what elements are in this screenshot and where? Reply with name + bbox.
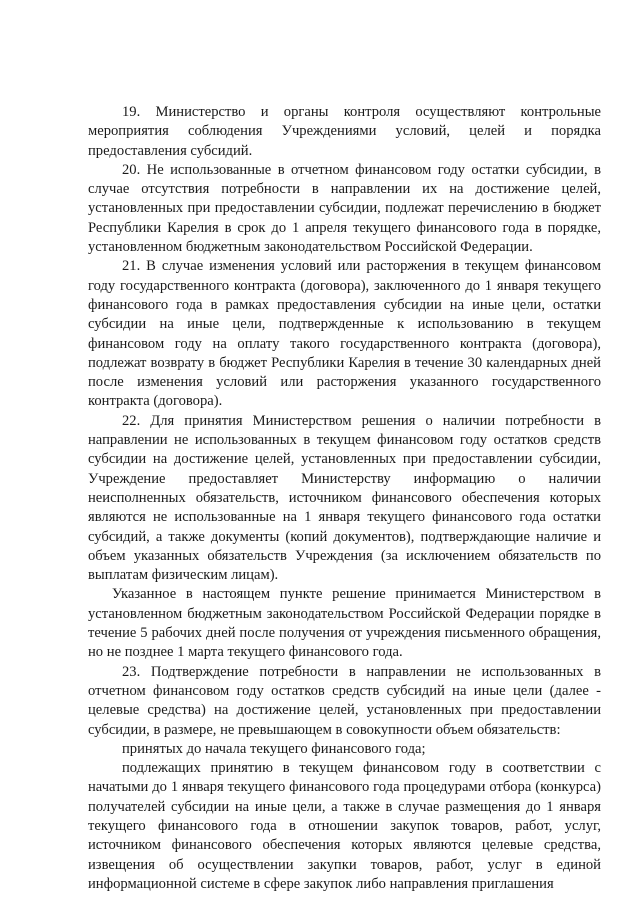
paragraph-22: 22. Для принятия Министерством решения о наличии потребности в направлении не использованных в текущем финансовом году остатков средств субсидии на достижение целей, установленных при предоставлении субсидии, Учреждение предоставляет Министерству информацию о наличии неисполненных обязательств, источником финансового обеспечения которых являются не использованные на 1 января текущего финансового года остатки субсидий, а также документы (копий документов), подтверждающие наличие и объем указанных обязательств Учреждения (за исключением обязательств по выплатам физическим лицам). — [88, 412, 601, 584]
paragraph-20: 20. Не использованные в отчетном финансовом году остатки субсидии, в случае отсутствия потребности в направлении их на достижение целей, установленных при предоставлении субсидии, подлежат перечислению в бюджет Республики Карелия в срок до 1 апреля текущего финансового года в порядке, установленном бюджетным законодательством Российской Федерации. — [88, 161, 601, 256]
paragraph-23-item-2: подлежащих принятию в текущем финансовом году в соответствии с начатыми до 1 января текущего финансового года процедурами отбора (конкурса) получателей субсидии на иные цели, а также в случае размещения до 1 января текущего финансового года в отношении закупок товаров, работ, услуг, источником финансового обеспечения которых являются целевые средства, извещения об осуществлении закупки товаров, работ, услуг в единой информационной системе в сфере закупок либо направления приглашения — [88, 760, 601, 892]
paragraph-19: 19. Министерство и органы контроля осуществляют контрольные мероприятия соблюдения Учреждениями условий, целей и порядка предоставления субсидий. — [88, 104, 601, 159]
paragraph-23-item-1: принятых до начала текущего финансового года; — [122, 740, 426, 757]
paragraph-23: 23. Подтверждение потребности в направлении не использованных в отчетном финансовом году остатков средств субсидий на иные цели (далее - целевые средства) на достижение целей, установленных при предоставлении субсидии, в размере, не превышающем в совокупности объем обязательств: — [88, 663, 601, 738]
paragraph-22-decision: Указанное в настоящем пункте решение принимается Министерством в установленном бюджетным законодательством Российской Федерации порядке в течение 5 рабочих дней после получения от учреждения письменного обращения, но не позднее 1 марта текущего финансового года. — [88, 586, 601, 661]
paragraph-21: 21. В случае изменения условий или расторжения в текущем финансовом году государственного контракта (договора), заключенного до 1 января текущего финансового года в рамках предоставления субсидии на иные цели, остатки субсидии на иные цели, подтвержденные к использованию в текущем финансовом году на оплату такого государственного контракта (договора), подлежат возврату в бюджет Республики Карелия в течение 30 календарных дней после изменения условий или расторжения указанного государственного контракта (договора). — [88, 258, 601, 410]
document-page — [88, 103, 601, 894]
